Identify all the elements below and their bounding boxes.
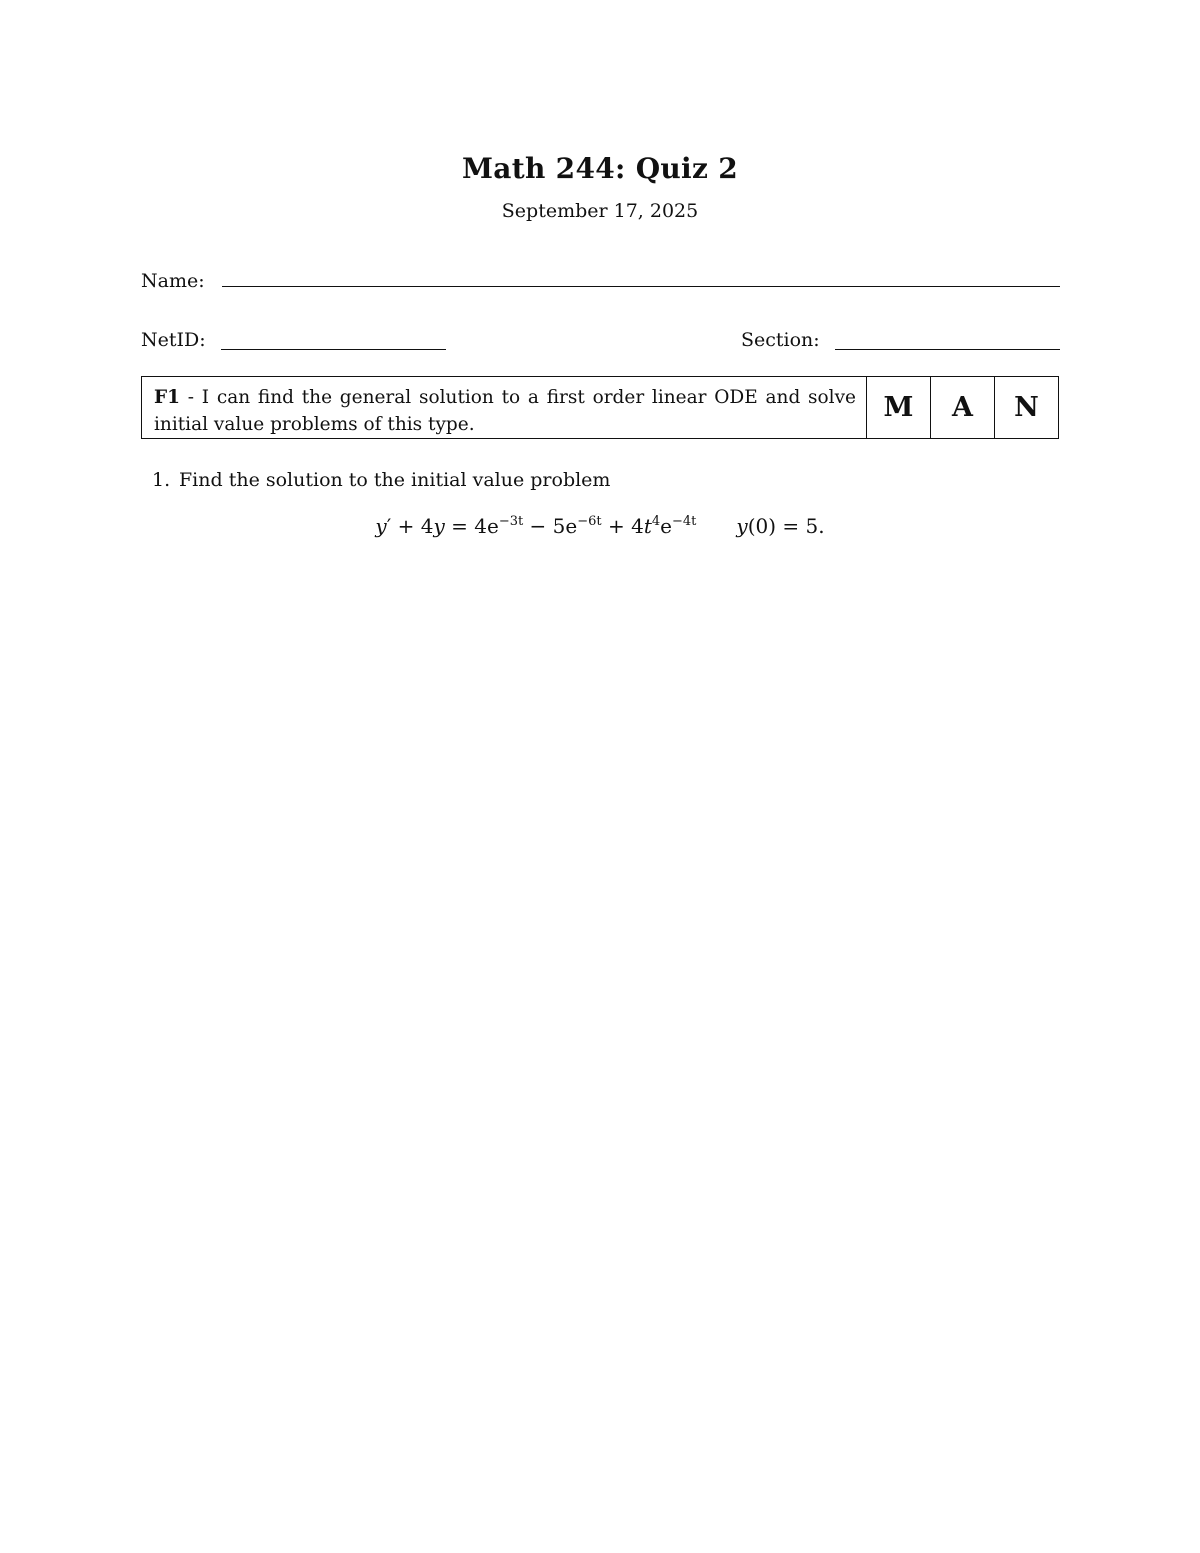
netid-field[interactable] [221, 349, 446, 350]
section-label: Section: [741, 329, 820, 351]
ode-equation: $y' + 4y = 4e^{-3t} - 5e^{-6t} + 4t^4e^{-4t}$ y(0) = 5. [375, 514, 825, 538]
grade-cell-approaching: A [931, 377, 995, 438]
standard-description-cell [142, 377, 867, 438]
initial-condition: y(0) = 5. [736, 514, 825, 538]
grade-cell-mastered: M [867, 377, 931, 438]
grade-cell-not-yet: N [1014, 392, 1039, 423]
question-1 [152, 469, 610, 491]
name-label: Name: [141, 270, 205, 292]
standard-description: - I can find the general solution to a first order linear ODE and solve initial value problems of this type. [154, 387, 856, 435]
quiz-date: September 17, 2025 [501, 200, 699, 222]
question-prompt: Find the solution to the initial value problem [179, 469, 611, 491]
netid-label: NetID: [141, 329, 206, 351]
quiz-title: Math 244: Quiz 2 [461, 152, 739, 185]
standard-table [141, 376, 1059, 439]
section-field[interactable] [835, 349, 1060, 350]
name-field[interactable] [222, 286, 1060, 287]
standard-code: F1 [154, 387, 181, 408]
question-number: 1. [152, 469, 171, 491]
